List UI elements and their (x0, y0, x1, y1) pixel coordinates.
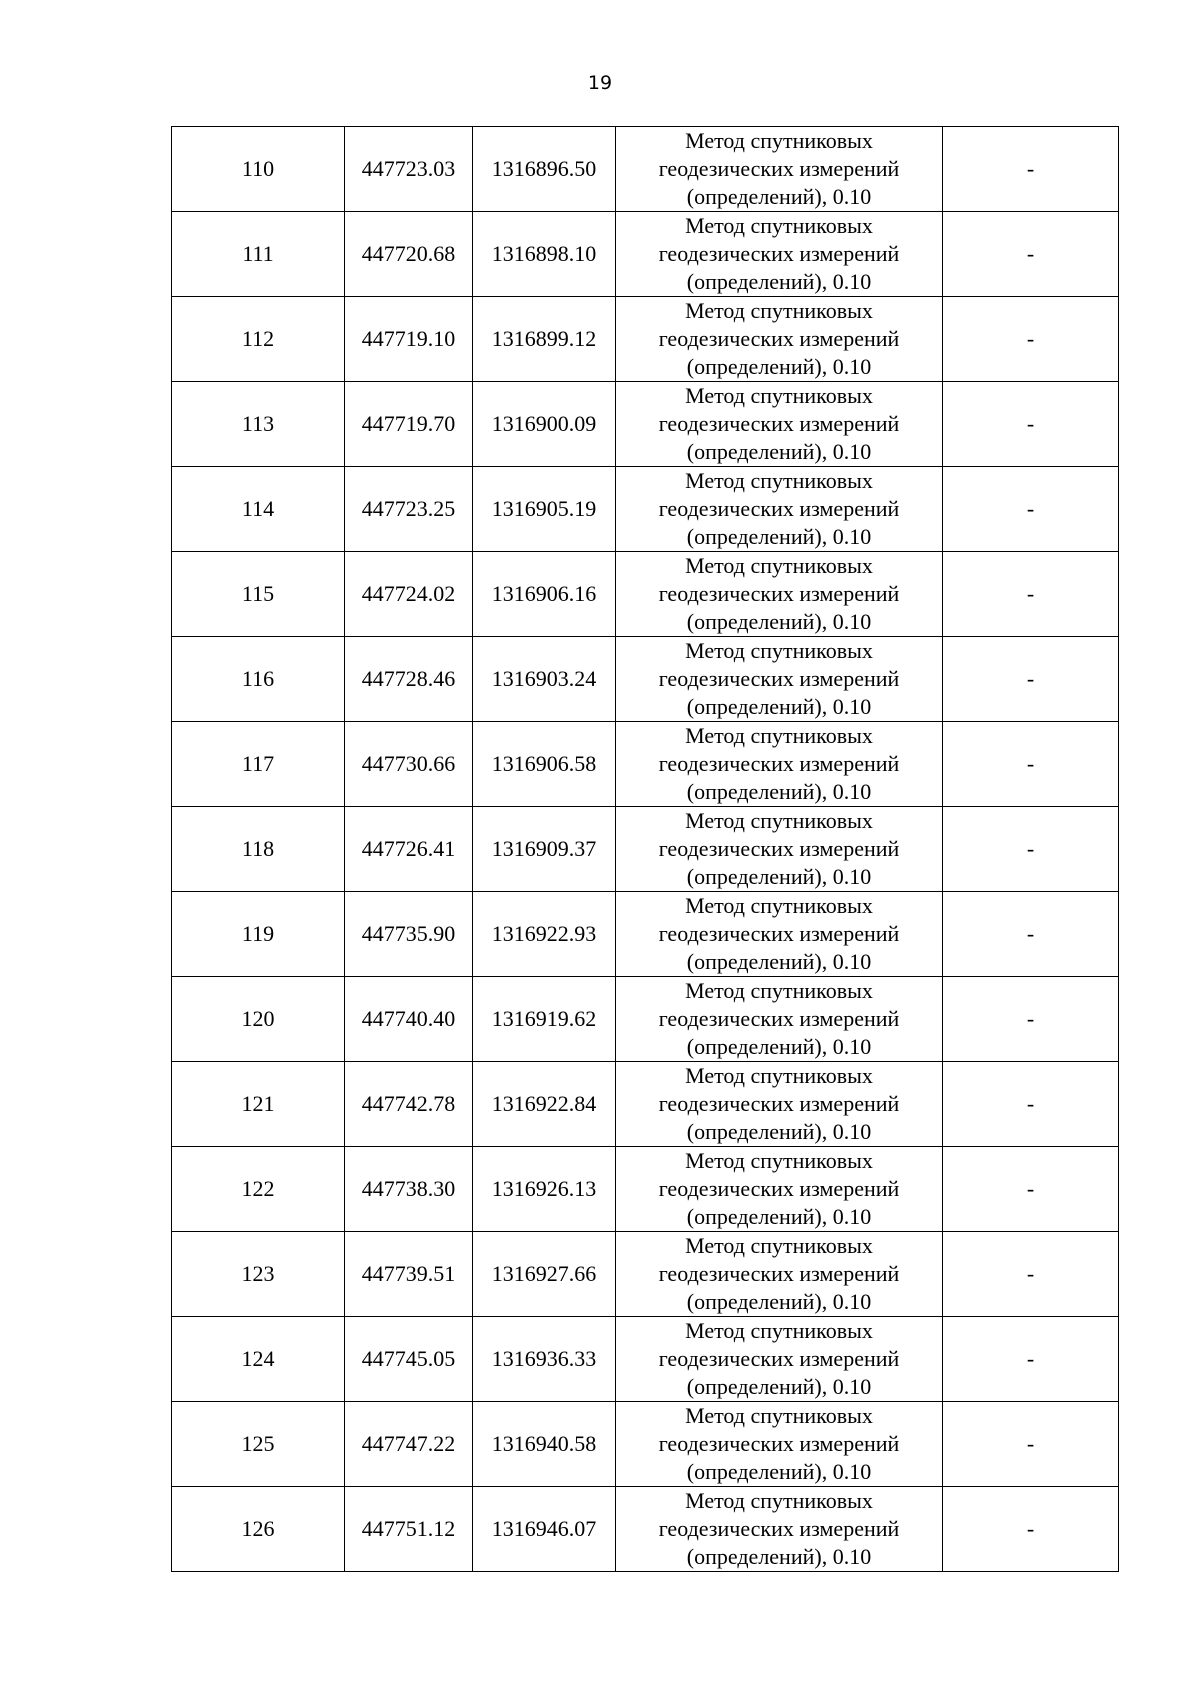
y-coordinate-cell: 1316946.07 (473, 1487, 616, 1572)
point-number-cell: 124 (172, 1317, 345, 1402)
table-row (172, 127, 1119, 212)
table-row (172, 1147, 1119, 1232)
note-cell: - (943, 552, 1119, 637)
y-coordinate-cell: 1316919.62 (473, 977, 616, 1062)
note-cell: - (943, 977, 1119, 1062)
method-text-line: геодезических измерений (658, 1431, 900, 1456)
method-text-line: (определений), 0.10 (686, 949, 872, 974)
table-row (172, 467, 1119, 552)
note-cell: - (943, 297, 1119, 382)
x-coordinate-cell: 447730.66 (345, 722, 473, 807)
point-number-cell: 112 (172, 297, 345, 382)
method-text-line: (определений), 0.10 (686, 524, 872, 549)
method-text-line: геодезических измерений (658, 156, 900, 181)
method-text-line: Метод спутниковых (685, 1488, 873, 1513)
y-coordinate-cell: 1316900.09 (473, 382, 616, 467)
point-number-cell: 117 (172, 722, 345, 807)
method-text-line: Метод спутниковых (685, 893, 873, 918)
x-coordinate-cell: 447723.25 (345, 467, 473, 552)
x-coordinate-cell: 447739.51 (345, 1232, 473, 1317)
y-coordinate-cell: 1316922.93 (473, 892, 616, 977)
method-text-line: геодезических измерений (658, 666, 900, 691)
method-text-line: Метод спутниковых (685, 1148, 873, 1173)
table-row (172, 1232, 1119, 1317)
method-text-line: геодезических измерений (658, 411, 900, 436)
method-text-line: Метод спутниковых (685, 978, 873, 1003)
method-text-line: Метод спутниковых (685, 1063, 873, 1088)
note-cell: - (943, 892, 1119, 977)
method-text-line: (определений), 0.10 (686, 1034, 872, 1059)
method-text-line: Метод спутниковых (685, 468, 873, 493)
method-text-line: Метод спутниковых (685, 1403, 873, 1428)
method-text-line: (определений), 0.10 (686, 609, 872, 634)
method-text-line: Метод спутниковых (685, 213, 873, 238)
method-text-line: геодезических измерений (658, 241, 900, 266)
point-number-cell: 111 (172, 212, 345, 297)
method-text-line: Метод спутниковых (685, 298, 873, 323)
method-text-line: геодезических измерений (658, 751, 900, 776)
method-cell (616, 127, 943, 212)
point-number-cell: 119 (172, 892, 345, 977)
method-cell (616, 722, 943, 807)
x-coordinate-cell: 447719.70 (345, 382, 473, 467)
method-text-line: Метод спутниковых (685, 128, 873, 153)
method-cell (616, 552, 943, 637)
method-cell (616, 637, 943, 722)
method-cell (616, 297, 943, 382)
coordinates-table-body (172, 127, 1119, 1572)
x-coordinate-cell: 447745.05 (345, 1317, 473, 1402)
note-cell: - (943, 127, 1119, 212)
method-text-line: (определений), 0.10 (686, 1289, 872, 1314)
y-coordinate-cell: 1316926.13 (473, 1147, 616, 1232)
method-cell (616, 1147, 943, 1232)
method-text-line: Метод спутниковых (685, 383, 873, 408)
table-row (172, 892, 1119, 977)
point-number-cell: 110 (172, 127, 345, 212)
method-text-line: геодезических измерений (658, 326, 900, 351)
method-text-line: геодезических измерений (658, 1006, 900, 1031)
table-row (172, 212, 1119, 297)
y-coordinate-cell: 1316903.24 (473, 637, 616, 722)
method-cell (616, 807, 943, 892)
point-number-cell: 113 (172, 382, 345, 467)
table-row (172, 1062, 1119, 1147)
table-row (172, 1317, 1119, 1402)
point-number-cell: 114 (172, 467, 345, 552)
method-text-line: геодезических измерений (658, 1261, 900, 1286)
x-coordinate-cell: 447740.40 (345, 977, 473, 1062)
x-coordinate-cell: 447724.02 (345, 552, 473, 637)
x-coordinate-cell: 447751.12 (345, 1487, 473, 1572)
y-coordinate-cell: 1316940.58 (473, 1402, 616, 1487)
method-cell (616, 1487, 943, 1572)
method-text-line: геодезических измерений (658, 1346, 900, 1371)
table-row (172, 1402, 1119, 1487)
method-cell (616, 467, 943, 552)
method-cell (616, 977, 943, 1062)
y-coordinate-cell: 1316909.37 (473, 807, 616, 892)
note-cell: - (943, 722, 1119, 807)
note-cell: - (943, 1147, 1119, 1232)
method-text-line: Метод спутниковых (685, 638, 873, 663)
method-text-line: геодезических измерений (658, 1091, 900, 1116)
method-text-line: (определений), 0.10 (686, 779, 872, 804)
table-row (172, 977, 1119, 1062)
method-text-line: (определений), 0.10 (686, 439, 872, 464)
x-coordinate-cell: 447719.10 (345, 297, 473, 382)
note-cell: - (943, 382, 1119, 467)
page-number: 19 (587, 72, 613, 94)
method-text-line: (определений), 0.10 (686, 864, 872, 889)
method-cell (616, 1232, 943, 1317)
note-cell: - (943, 637, 1119, 722)
method-text-line: (определений), 0.10 (686, 1459, 872, 1484)
x-coordinate-cell: 447720.68 (345, 212, 473, 297)
note-cell: - (943, 1487, 1119, 1572)
point-number-cell: 120 (172, 977, 345, 1062)
method-text-line: Метод спутниковых (685, 808, 873, 833)
note-cell: - (943, 807, 1119, 892)
table-row (172, 637, 1119, 722)
x-coordinate-cell: 447747.22 (345, 1402, 473, 1487)
coordinates-table (171, 126, 1119, 1572)
note-cell: - (943, 1402, 1119, 1487)
method-cell (616, 1062, 943, 1147)
method-text-line: (определений), 0.10 (686, 1204, 872, 1229)
method-cell (616, 212, 943, 297)
table-row (172, 807, 1119, 892)
note-cell: - (943, 1062, 1119, 1147)
method-text-line: (определений), 0.10 (686, 184, 872, 209)
method-text-line: геодезических измерений (658, 1516, 900, 1541)
y-coordinate-cell: 1316896.50 (473, 127, 616, 212)
method-text-line: Метод спутниковых (685, 1318, 873, 1343)
table-row (172, 382, 1119, 467)
y-coordinate-cell: 1316936.33 (473, 1317, 616, 1402)
point-number-cell: 115 (172, 552, 345, 637)
x-coordinate-cell: 447723.03 (345, 127, 473, 212)
method-text-line: (определений), 0.10 (686, 1544, 872, 1569)
point-number-cell: 122 (172, 1147, 345, 1232)
point-number-cell: 116 (172, 637, 345, 722)
note-cell: - (943, 467, 1119, 552)
point-number-cell: 125 (172, 1402, 345, 1487)
x-coordinate-cell: 447728.46 (345, 637, 473, 722)
method-text-line: (определений), 0.10 (686, 354, 872, 379)
method-cell (616, 382, 943, 467)
y-coordinate-cell: 1316906.58 (473, 722, 616, 807)
method-text-line: геодезических измерений (658, 921, 900, 946)
point-number-cell: 123 (172, 1232, 345, 1317)
method-text-line: Метод спутниковых (685, 723, 873, 748)
method-text-line: геодезических измерений (658, 1176, 900, 1201)
method-text-line: (определений), 0.10 (686, 1119, 872, 1144)
x-coordinate-cell: 447735.90 (345, 892, 473, 977)
method-text-line: Метод спутниковых (685, 1233, 873, 1258)
method-cell (616, 1402, 943, 1487)
y-coordinate-cell: 1316922.84 (473, 1062, 616, 1147)
method-text-line: Метод спутниковых (685, 553, 873, 578)
y-coordinate-cell: 1316905.19 (473, 467, 616, 552)
method-cell (616, 1317, 943, 1402)
x-coordinate-cell: 447738.30 (345, 1147, 473, 1232)
note-cell: - (943, 212, 1119, 297)
point-number-cell: 121 (172, 1062, 345, 1147)
method-text-line: геодезических измерений (658, 496, 900, 521)
method-cell (616, 892, 943, 977)
y-coordinate-cell: 1316898.10 (473, 212, 616, 297)
method-text-line: геодезических измерений (658, 581, 900, 606)
y-coordinate-cell: 1316906.16 (473, 552, 616, 637)
y-coordinate-cell: 1316899.12 (473, 297, 616, 382)
table-row (172, 1487, 1119, 1572)
y-coordinate-cell: 1316927.66 (473, 1232, 616, 1317)
method-text-line: (определений), 0.10 (686, 269, 872, 294)
note-cell: - (943, 1317, 1119, 1402)
table-row (172, 297, 1119, 382)
x-coordinate-cell: 447726.41 (345, 807, 473, 892)
note-cell: - (943, 1232, 1119, 1317)
x-coordinate-cell: 447742.78 (345, 1062, 473, 1147)
method-text-line: (определений), 0.10 (686, 694, 872, 719)
method-text-line: (определений), 0.10 (686, 1374, 872, 1399)
point-number-cell: 126 (172, 1487, 345, 1572)
table-row (172, 722, 1119, 807)
point-number-cell: 118 (172, 807, 345, 892)
method-text-line: геодезических измерений (658, 836, 900, 861)
table-row (172, 552, 1119, 637)
